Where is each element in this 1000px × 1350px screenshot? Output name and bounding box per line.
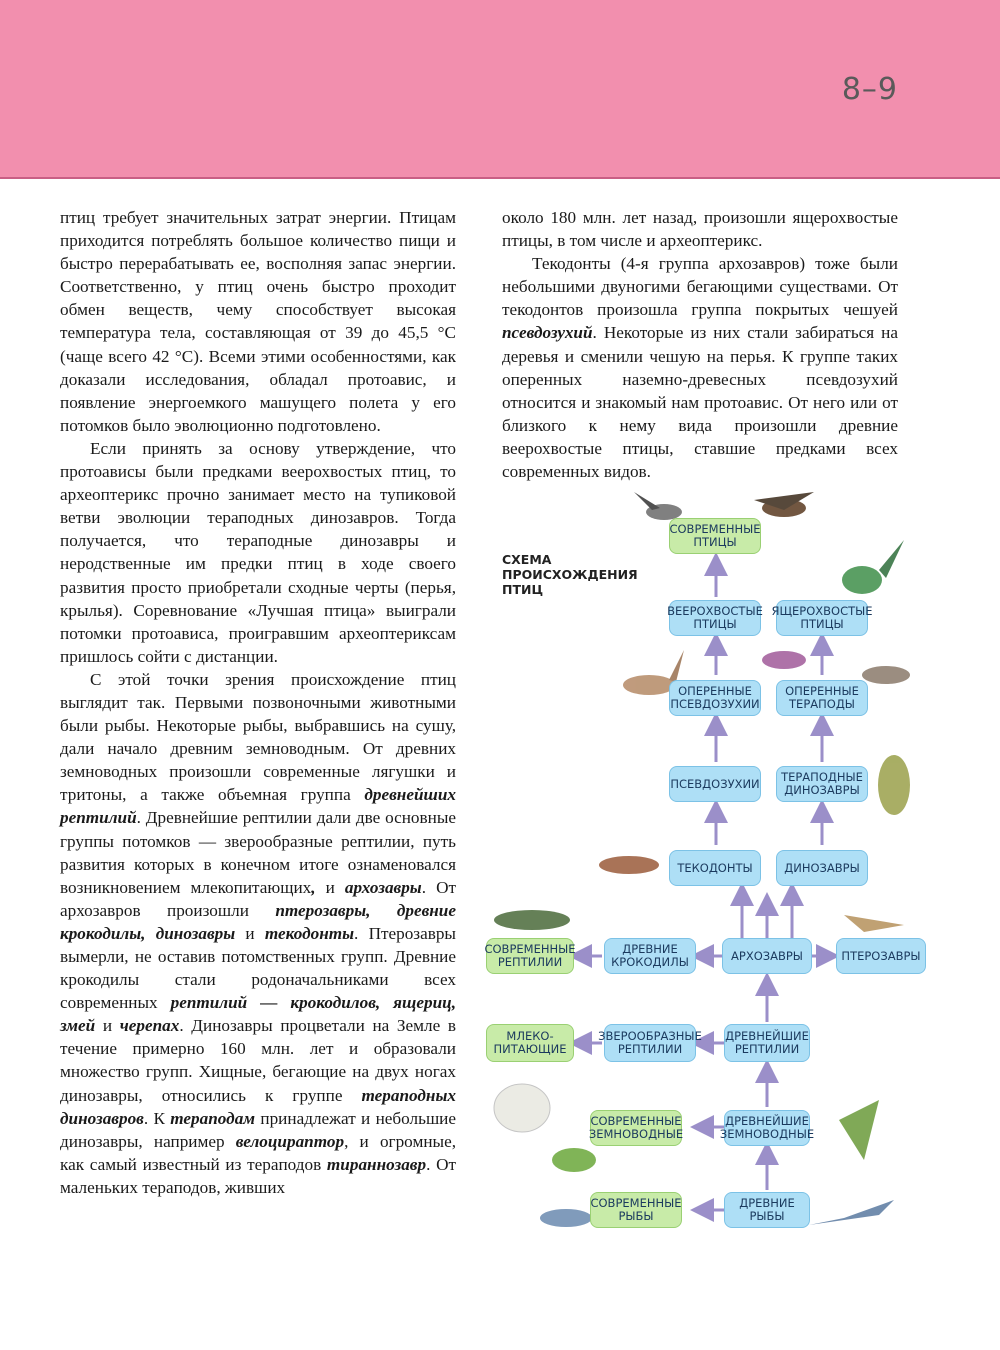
right-text-column [502, 206, 898, 483]
node-ancient-crocodiles: ДРЕВНИЕ КРОКОДИЛЫ [604, 938, 696, 974]
node-modern-fish: СОВРЕМЕННЫЕ РЫБЫ [590, 1192, 682, 1228]
node-dinosaurs: ДИНОЗАВРЫ [776, 850, 868, 886]
paragraph: около 180 млн. лет назад, произошли ящерохвостые птицы, в том числе и археоптерикс. [502, 208, 898, 251]
diagram-title: СХЕМА ПРОИСХОЖДЕНИЯ ПТИЦ [502, 552, 638, 597]
left-text-column [60, 206, 456, 1199]
paragraph: Если принять за основу утверждение, что протоависы были предками веерохвостых птиц, то археоптерикс прочно занимает место на тупиковой ветви эволюции тераподных динозавров. Тогда получается, что тераподные динозавры и неродственные им предки птиц в ходе своего развития просто приобретали сходные черты (перья, крылья). Соревнование «Лучшая птица» выиграли потомки протоависа, проигравшим археоптериксам пришлось сойти с дистанции. [60, 438, 456, 666]
node-oldest-amphibians: ДРЕВНЕЙШИЕ ЗЕМНОВОДНЫЕ [724, 1110, 810, 1146]
node-pseudosuchians: ПСЕВДОЗУХИИ [669, 766, 761, 802]
node-feathered-pseudosuchians: ОПЕРЕННЫЕ ПСЕВДОЗУХИИ [669, 680, 761, 716]
page-header-band [0, 0, 1000, 179]
node-oldest-reptiles: ДРЕВНЕЙШИЕ РЕПТИЛИИ [724, 1024, 810, 1062]
page-numbers: 8–9 [841, 72, 898, 107]
node-therapsid-reptiles: ЗВЕРООБРАЗНЫЕ РЕПТИЛИИ [604, 1024, 696, 1062]
paragraph: Текодонты (4-я группа архозавров) тоже были небольшими двуногими бегающими существами. От текодонтов произошла группа покрытых чешуей псевдозухий. Некоторые из них стали забираться на деревья и сменили чешую на перья. К группе таких оперенных наземно-древесных псевдозухий относится и знакомый нам протоавис. От него или от близкого к нему вида произошли древние веерохвостые птицы, ставшие предками всех современных видов. [502, 254, 898, 482]
node-pterosaurs: ПТЕРОЗАВРЫ [836, 938, 926, 974]
node-lizardtail-birds: ЯЩЕРОХВОСТЫЕ ПТИЦЫ [776, 600, 868, 636]
paragraph: птиц требует значительных затрат энергии. Птицам приходится потреблять большое количество пищи и быстро перерабатывать ее, восполняя запас энергии. Соответственно, у птиц очень быстро проходит обмен веществ, чему способствует высокая температура тела, составляющая от 39 до 45,5 °С (чаще всего 42 °С). Всеми этими особенностями, как доказали исследования, обладал протоавис, и появление энергоемкого машущего полета у его потомков было эволюционно подготовлено. [60, 208, 456, 435]
node-theropod-dinosaurs: ТЕРАПОДНЫЕ ДИНОЗАВРЫ [776, 766, 868, 802]
node-modern-reptiles: СОВРЕМЕННЫЕ РЕПТИЛИИ [486, 938, 574, 974]
node-ancient-fish: ДРЕВНИЕ РЫБЫ [724, 1192, 810, 1228]
paragraph: С этой точки зрения происхождение птиц выглядит так. Первыми позвоночными животными были рыбы. Некоторые рыбы, выбравшись на сушу, дали начало древним земноводным. От древних земноводных произошли современные лягушки и тритоны, а также объемная группа древнейших рептилий. Древнейшие рептилии дали две основные группы потомков — зверообразные рептилии, путь развития которых в конечном итоге ознаменовался возникновением млекопитающих, и архозавры. От архозавров произошли птерозавры, древние крокодилы, динозавры и текодонты. Птерозавры вымерли, не оставив потомственных групп. Древние крокодилы стали родоначальниками всех современных рептилий — крокодилов, ящериц, змей и черепах. Динозавры процветали на Земле в течение примерно 160 млн. лет и образовали множество групп. Хищные, бегающие на двух ногах динозавры, относились к группе тераподных динозавров. К терaподам принадлежат и небольшие динозавры, например велоцираптор, и огромные, как самый известный из терaподов тираннозавр. От маленьких терaподов, живших [60, 669, 457, 1197]
node-fantail-birds: ВЕЕРОХВОСТЫЕ ПТИЦЫ [669, 600, 761, 636]
node-modern-amphibians: СОВРЕМЕННЫЕ ЗЕМНОВОДНЫЕ [590, 1110, 682, 1146]
node-archosaurs: АРХОЗАВРЫ [722, 938, 812, 974]
node-modern-birds: СОВРЕМЕННЫЕ ПТИЦЫ [669, 518, 761, 554]
node-feathered-theropods: ОПЕРЕННЫЕ ТЕРАПОДЫ [776, 680, 868, 716]
node-thecodonts: ТЕКОДОНТЫ [669, 850, 761, 886]
node-mammals: МЛЕКО-ПИТАЮЩИЕ [486, 1024, 574, 1062]
bird-origin-diagram [484, 470, 944, 1260]
